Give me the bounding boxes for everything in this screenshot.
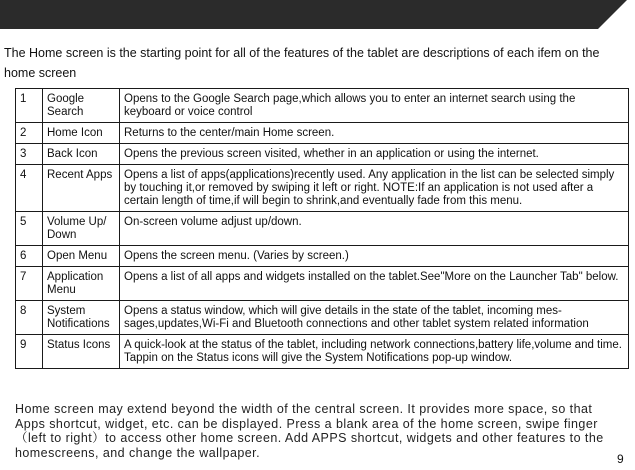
feature-name: Application Menu <box>43 267 120 301</box>
row-number: 9 <box>16 335 43 369</box>
table-row <box>16 301 629 335</box>
feature-name: Volume Up/ Down <box>43 212 120 246</box>
feature-name: Google Search <box>43 89 120 123</box>
row-number: 2 <box>16 123 43 144</box>
feature-description: A quick-look at the status of the tablet, including network connections,battery life,volume and time. Tappin on the Status icons will give the System Notifications pop-up window. <box>120 335 629 369</box>
feature-description: Opens to the Google Search page,which allows you to enter an internet search using the keyboard or voice control <box>120 89 629 123</box>
row-number: 6 <box>16 246 43 267</box>
header-bar <box>0 0 598 29</box>
table-row <box>16 165 629 212</box>
table-row <box>16 212 629 246</box>
feature-name: Open Menu <box>43 246 120 267</box>
table-row <box>16 123 629 144</box>
footer-text: Home screen may extend beyond the width of the central screen. It provides more space, so that Apps shortcut, widget, etc. can be displayed. Press a blank area of the home screen, swipe finger（left to right）to access other home screen. Add APPS shortcut, widgets and other features to the homescreens, and change the wallpaper. <box>15 402 604 460</box>
feature-description: Opens a list of all apps and widgets installed on the tablet.See"More on the Launcher Tab" below. <box>120 267 629 301</box>
row-number: 5 <box>16 212 43 246</box>
feature-description: Opens a status window, which will give details in the state of the tablet, incoming mes-sages,updates,Wi-Fi and Bluetooth connections and other tablet system related information <box>120 301 629 335</box>
table-row <box>16 335 629 369</box>
row-number: 1 <box>16 89 43 123</box>
header-bar-tip <box>598 0 627 29</box>
table-row <box>16 144 629 165</box>
feature-name: Recent Apps <box>43 165 120 212</box>
table-row <box>16 89 629 123</box>
row-number: 8 <box>16 301 43 335</box>
home-screen-features-table <box>15 88 629 369</box>
feature-description: On-screen volume adjust up/down. <box>120 212 629 246</box>
feature-description: Opens the previous screen visited, whether in an application or using the internet. <box>120 144 629 165</box>
table-row <box>16 246 629 267</box>
page-number: 9 <box>617 452 624 466</box>
row-number: 7 <box>16 267 43 301</box>
row-number: 3 <box>16 144 43 165</box>
feature-name: System Notifications <box>43 301 120 335</box>
row-number: 4 <box>16 165 43 212</box>
table-row <box>16 267 629 301</box>
feature-name: Back Icon <box>43 144 120 165</box>
intro-text: The Home screen is the starting point for all of the features of the tablet are descriptions of each ifem on the home screen <box>4 46 600 80</box>
feature-description: Returns to the center/main Home screen. <box>120 123 629 144</box>
feature-name: Home Icon <box>43 123 120 144</box>
feature-description: Opens the screen menu. (Varies by screen.) <box>120 246 629 267</box>
feature-description: Opens a list of apps(applications)recently used. Any application in the list can be selected simply by touching it,or removed by swiping it left or right. NOTE:If an application is not used after a certain length of time,if will begin to shrink,and eventually fade from this menu. <box>120 165 629 212</box>
feature-name: Status Icons <box>43 335 120 369</box>
